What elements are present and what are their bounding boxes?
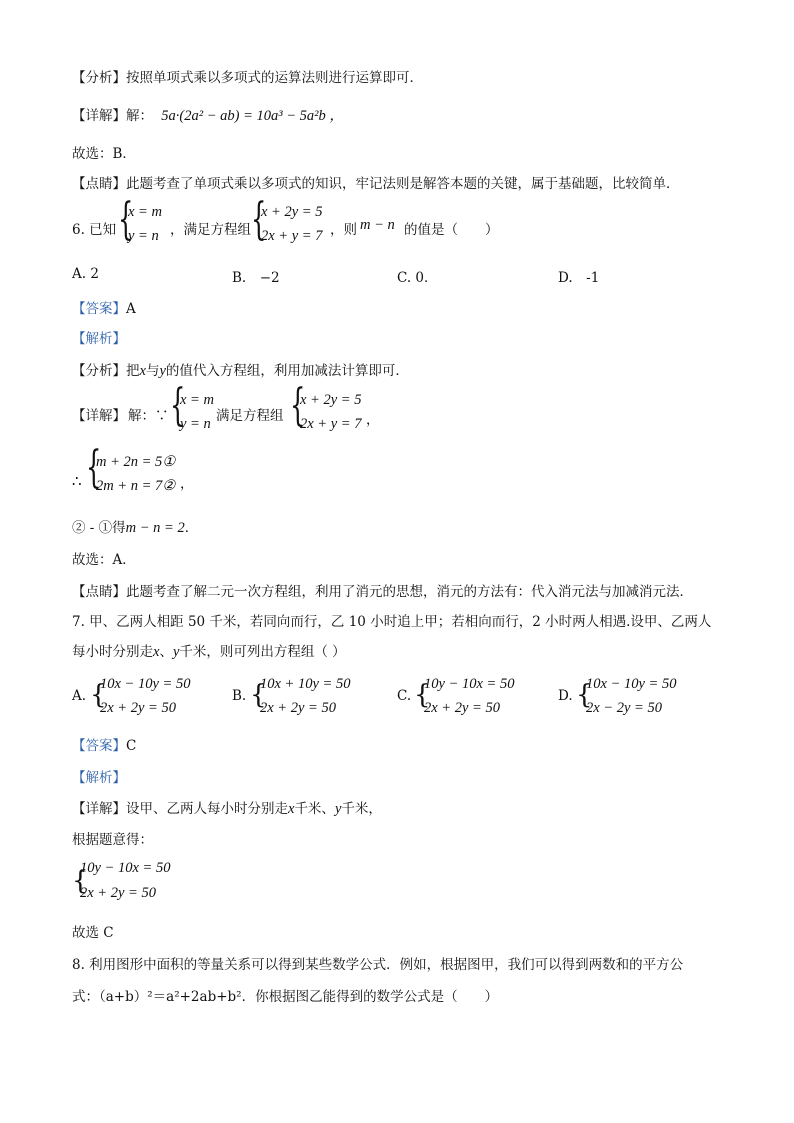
left-brace-icon: { [170,380,186,431]
q7-explain-heading: 【解析】 [72,770,126,786]
q7-detail: 【详解】设甲、乙两人每小时分别走x千米、y千米， [72,801,382,817]
left-brace-icon: { [118,194,134,245]
left-brace-icon: { [290,380,306,431]
q5-detail: 【详解】解： 5a·(2a² − ab) = 10a³ − 5a²b ， [72,108,344,124]
q8-stem-line2: 式：（a+b）²＝a²+2ab+b²．你根据图乙能得到的数学公式是（ ） [72,989,499,1005]
q7-stem-line2: 每小时分别走x、y千米，则可列出方程组（ ） [72,644,346,660]
q5-comment: 【点睛】此题考查了单项式乘以多项式的知识，牢记法则是解答本题的关键，属于基础题，比较简单． [72,176,680,192]
q5-analysis: 【分析】按照单项式乘以多项式的运算法则进行运算即可． [72,70,423,86]
q6-choice: 故选：A． [72,552,136,568]
q6-step: ② - ①得m − n = 2． [72,520,199,536]
left-brace-icon: { [576,680,593,710]
left-brace-icon: { [251,194,267,245]
q7-according: 根据题意得： [72,832,153,848]
q6-answer: 【答案】A [72,301,136,317]
q5-choice: 故选：B． [72,146,136,162]
q6-option-c: C. 0． [397,270,438,286]
q6-analysis: 【分析】把x与y的值代入方程组，利用加减法计算即可． [72,363,409,379]
q6-explain-heading: 【解析】 [72,331,126,347]
left-brace-icon: { [250,680,267,710]
q6-option-b: B. −2 [232,270,280,286]
q7-answer: 【答案】C [72,738,137,754]
therefore-icon: ∴ [72,472,82,490]
left-brace-icon: { [86,442,102,493]
q7-choice: 故选 C [72,925,114,941]
left-brace-icon: { [414,680,431,710]
q5-detail-expression: 5a·(2a² − ab) = 10a³ − 5a²b ， [161,108,344,124]
left-brace-icon: { [72,866,89,896]
q6-option-a: A. 2 [72,266,99,282]
q6-option-d: D. -1 [558,270,600,286]
q7-stem-line1: 7. 甲、乙两人相距 50 千米，若同向而行，乙 10 小时追上甲；若相向而行，2 小时两人相遇.设甲、乙两人 [72,614,712,630]
q6-comment: 【点睛】此题考查了解二元一次方程组，利用了消元的思想，消元的方法有：代入消元法与加减消元法． [72,584,693,600]
left-brace-icon: { [90,680,107,710]
q8-stem-line1: 8. 利用图形中面积的等量关系可以得到某些数学公式．例如，根据图甲，我们可以得到两数和的平方公 [72,957,684,973]
